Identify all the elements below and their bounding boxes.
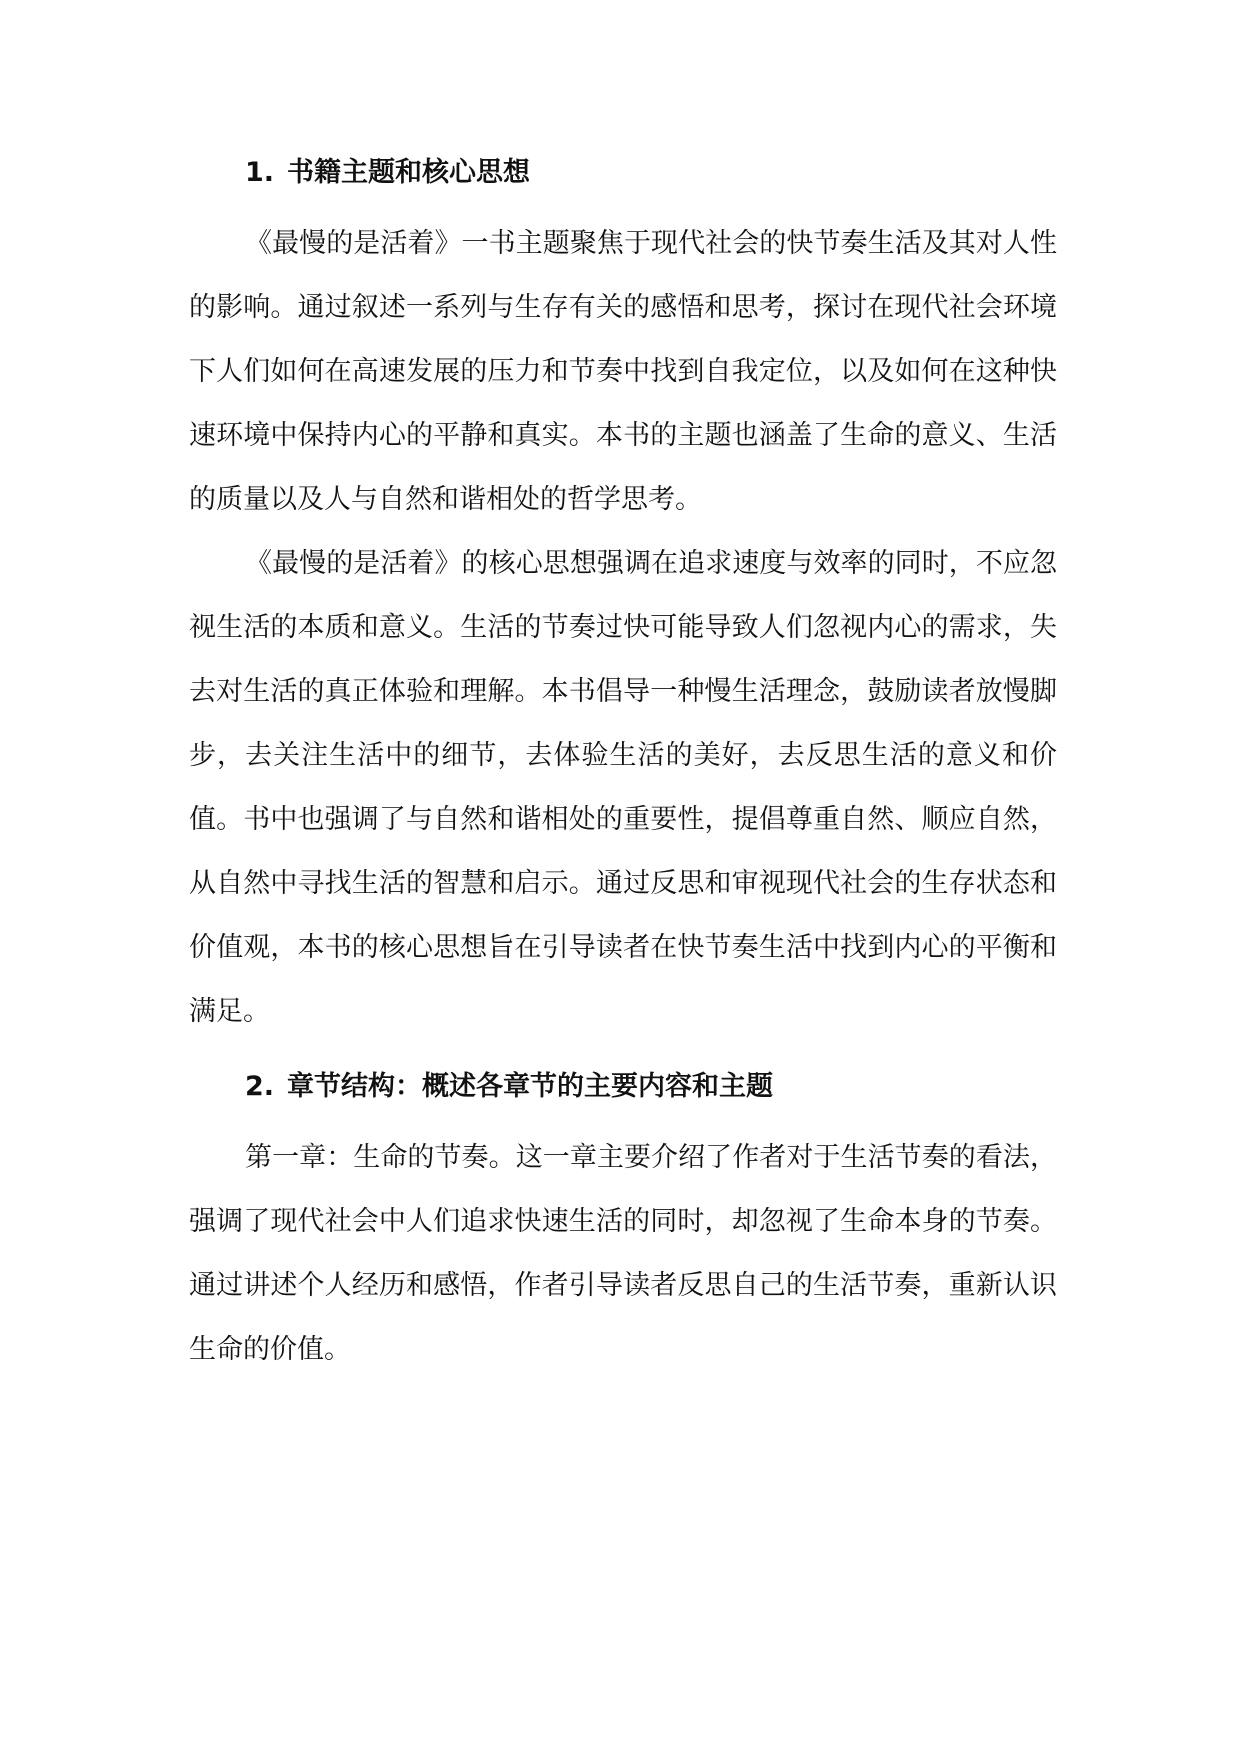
paragraph: 《最慢的是活着》一书主题聚焦于现代社会的快节奏生活及其对人性的影响。通过叙述一系列与生存有关的感悟和思考，探讨在现代社会环境下人们如何在高速发展的压力和节奏中找到自我定位，以及如何在这种快速环境中保持内心的平静和真实。本书的主题也涵盖了生命的意义、生活的质量以及人与自然和谐相处的哲学思考。 (189, 228, 1057, 515)
section-title: 章节结构：概述各章节的主要内容和主题 (287, 1071, 773, 1102)
paragraph: 《最慢的是活着》的核心思想强调在追求速度与效率的同时，不应忽视生活的本质和意义。生活的节奏过快可能导致人们忽视内心的需求，失去对生活的真正体验和理解。本书倡导一种慢生活理念，鼓励读者放慢脚步，去关注生活中的细节，去体验生活的美好，去反思生活的意义和价值。书中也强调了与自然和谐相处的重要性，提倡尊重自然、顺应自然，从自然中寻找生活的智慧和启示。通过反思和审视现代社会的生存状态和价值观，本书的核心思想旨在引导读者在快节奏生活中找到内心的平衡和满足。 (189, 548, 1057, 1027)
section-title: 书籍主题和核心思想 (287, 157, 530, 188)
paragraph: 第一章：生命的节奏。这一章主要介绍了作者对于生活节奏的看法，强调了现代社会中人们追求快速生活的同时，却忽视了生命本身的节奏。通过讲述个人经历和感悟，作者引导读者反思自己的生活节奏，重新认识生命的价值。 (189, 1142, 1057, 1365)
section-heading-2 (189, 1062, 1057, 1112)
section-heading-1 (189, 148, 1057, 198)
document-body (189, 148, 1057, 1382)
section-number: 1. (245, 157, 275, 188)
section-number: 2. (245, 1071, 275, 1102)
